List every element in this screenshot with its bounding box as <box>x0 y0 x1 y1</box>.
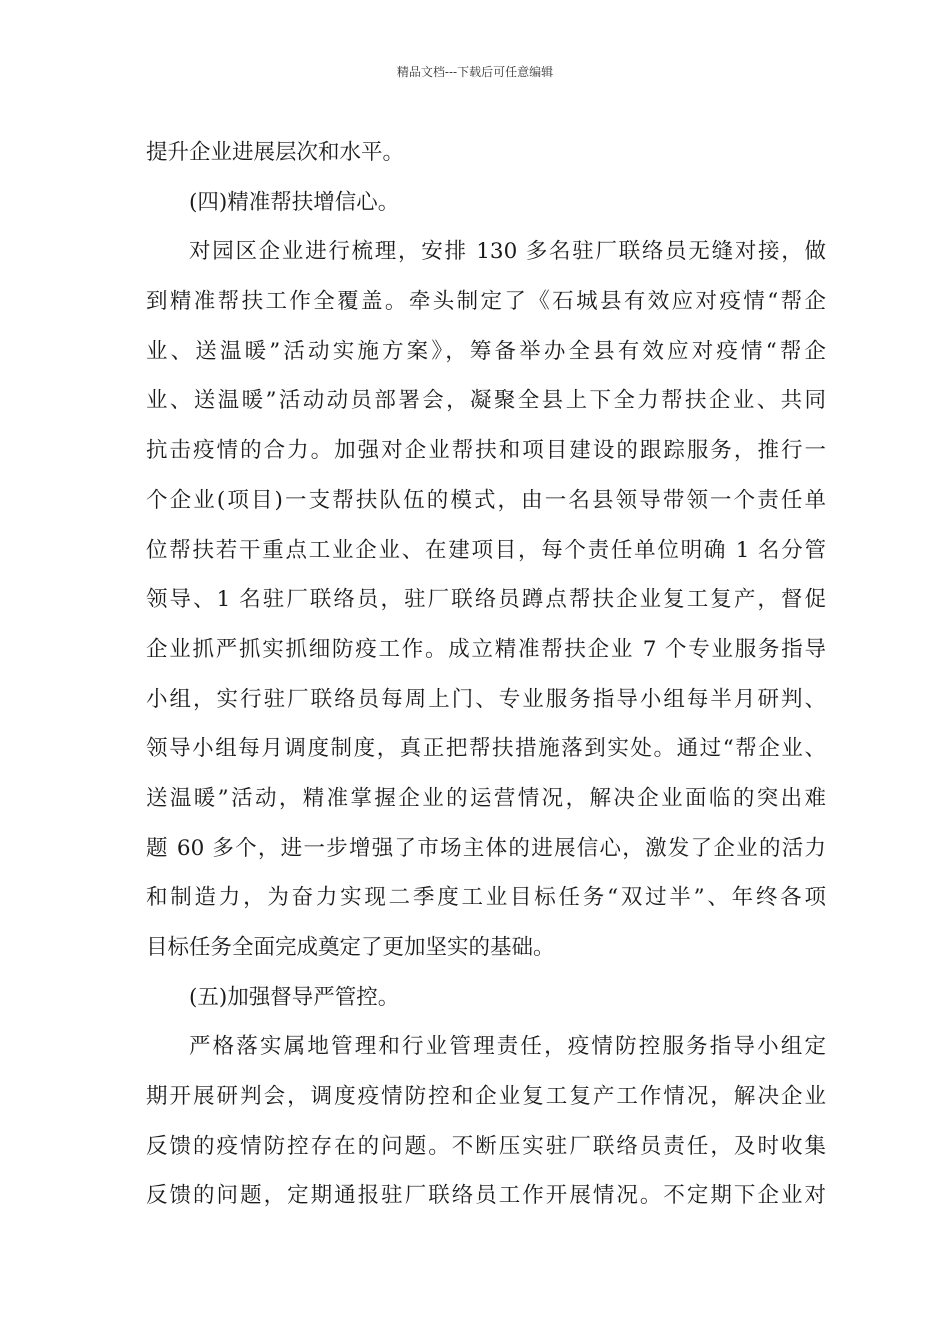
document-body <box>146 128 826 1221</box>
paragraph-line: 目标任务全面完成奠定了更加坚实的基础。 <box>146 935 555 960</box>
paragraph-line: 企业抓严抓实抓细防疫工作。成立精准帮扶企业 7 个专业服务指导 <box>146 636 826 662</box>
paragraph-line: 到精准帮扶工作全覆盖。牵头制定了《石城县有效应对疫情“帮企 <box>146 289 826 315</box>
paragraph-line: 期开展研判会，调度疫情防控和企业复工复产工作情况，解决企业 <box>146 1084 826 1110</box>
paragraph-line: 送温暖”活动，精准掌握企业的运营情况，解决企业面临的突出难 <box>146 785 826 811</box>
paragraph-line: 题 60 多个，进一步增强了市场主体的进展信心，激发了企业的活力 <box>146 835 826 861</box>
paragraph-line: 和制造力，为奋力实现二季度工业目标任务“双过半”、年终各项 <box>146 885 826 911</box>
paragraph-line: 严格落实属地管理和行业管理责任，疫情防控服务指导小组定 <box>189 1034 826 1060</box>
paragraph-line: 领导小组每月调度制度，真正把帮扶措施落到实处。通过“帮企业、 <box>146 736 826 762</box>
paragraph-line: 对园区企业进行梳理，安排 130 多名驻厂联络员无缝对接，做 <box>189 239 826 265</box>
paragraph-line: 领导、1 名驻厂联络员，驻厂联络员蹲点帮扶企业复工复产，督促 <box>146 587 826 613</box>
paragraph-line: 业、送温暖”活动实施方案》，筹备举办全县有效应对疫情“帮企 <box>146 338 826 364</box>
paragraph-line: 个企业(项目)一支帮扶队伍的模式，由一名县领导带领一个责任单 <box>146 487 826 513</box>
paragraph-line: 业、送温暖”活动动员部署会，凝聚全县上下全力帮扶企业、共同 <box>146 388 826 414</box>
paragraph-line: 反馈的疫情防控存在的问题。不断压实驻厂联络员责任，及时收集 <box>146 1133 826 1159</box>
paragraph-line: 反馈的问题，定期通报驻厂联络员工作开展情况。不定期下企业对 <box>146 1183 826 1209</box>
paragraph-line: 小组，实行驻厂联络员每周上门、专业服务指导小组每半月研判、 <box>146 686 826 712</box>
paragraph-line: 抗击疫情的合力。加强对企业帮扶和项目建设的跟踪服务，推行一 <box>146 438 826 464</box>
section-heading-5: (五)加强督导严管控。 <box>189 984 400 1010</box>
section-heading-4: (四)精准帮扶增信心。 <box>189 189 400 215</box>
paragraph-line: 提升企业进展层次和水平。 <box>146 140 405 165</box>
paragraph-line: 位帮扶若干重点工业企业、在建项目，每个责任单位明确 1 名分管 <box>146 537 826 563</box>
page-header: 精品文档---下载后可任意编辑 <box>396 65 554 79</box>
